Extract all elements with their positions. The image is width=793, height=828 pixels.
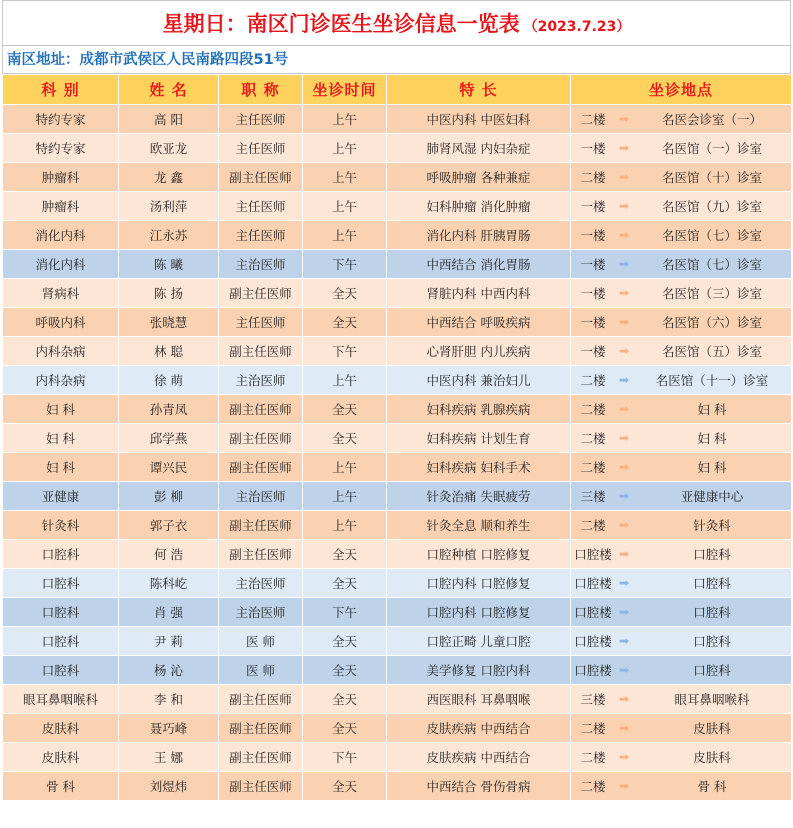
cell-rank: 主治医师 [219,569,303,598]
table-row [3,221,792,250]
cell-dept: 呼吸内科 [3,308,119,337]
arrow-right-icon: ➡ [618,199,630,213]
cell-time: 上午 [303,105,387,134]
arrow-right-icon: ➡ [618,460,630,474]
cell-dept: 肿瘤科 [3,163,119,192]
cell-time: 下午 [303,250,387,279]
cell-rank: 主治医师 [219,250,303,279]
location-room: 名医馆（七）诊室 [661,257,762,272]
cell-dept: 内科杂病 [3,337,119,366]
cell-dept: 肿瘤科 [3,192,119,221]
cell-time: 全天 [303,540,387,569]
cell-dept: 皮肤科 [3,714,119,743]
arrow-right-icon: ➡ [618,141,630,155]
cell-name: 陈 扬 [119,279,219,308]
location-room: 名医馆（五）诊室 [661,344,762,359]
arrow-right-icon: ➡ [618,634,630,648]
cell-time: 上午 [303,192,387,221]
cell-time: 上午 [303,453,387,482]
cell-name: 汤利萍 [119,192,219,221]
location-room: 名医馆（三）诊室 [661,286,762,301]
location-room: 皮肤科 [693,750,731,765]
location-floor: 二楼 [580,431,606,446]
location-floor: 二楼 [580,518,606,533]
location-room: 口腔科 [693,576,731,591]
table-row [3,482,792,511]
cell-dept: 针灸科 [3,511,119,540]
arrow-right-icon: ➡ [618,257,630,271]
table-row [3,395,792,424]
cell-specialty: 口腔正畸 儿童口腔 [387,627,571,656]
cell-location [571,569,792,598]
arrow-right-icon: ➡ [618,721,630,735]
cell-name: 邱学燕 [119,424,219,453]
cell-time: 全天 [303,569,387,598]
cell-rank: 主治医师 [219,482,303,511]
cell-name: 郭子衣 [119,511,219,540]
cell-rank: 主任医师 [219,134,303,163]
location-floor: 二楼 [580,750,606,765]
cell-rank: 副主任医师 [219,395,303,424]
cell-dept: 消化内科 [3,250,119,279]
location-room: 亚健康中心 [680,489,744,504]
table-row [3,743,792,772]
table-body [3,105,792,801]
cell-rank: 主治医师 [219,598,303,627]
table-row [3,540,792,569]
cell-name: 谭兴民 [119,453,219,482]
location-floor: 口腔楼 [574,663,612,678]
location-floor: 一楼 [580,344,606,359]
arrow-right-icon: ➡ [618,228,630,242]
cell-rank: 副主任医师 [219,511,303,540]
location-room: 骨 科 [697,779,727,794]
cell-dept: 消化内科 [3,221,119,250]
table-row [3,163,792,192]
location-floor: 一楼 [580,286,606,301]
location-room: 名医馆（六）诊室 [661,315,762,330]
location-floor: 一楼 [580,257,606,272]
arrow-right-icon: ➡ [618,402,630,416]
cell-time: 上午 [303,482,387,511]
cell-name: 林 聪 [119,337,219,366]
cell-time: 全天 [303,424,387,453]
cell-specialty: 心肾肝胆 内儿疾病 [387,337,571,366]
cell-rank: 副主任医师 [219,279,303,308]
cell-location [571,395,792,424]
cell-specialty: 呼吸肿瘤 各种兼症 [387,163,571,192]
cell-name: 肖 强 [119,598,219,627]
cell-rank: 医 师 [219,627,303,656]
cell-specialty: 肺肾风湿 内妇杂症 [387,134,571,163]
location-room: 针灸科 [693,518,731,533]
table-row [3,337,792,366]
cell-dept: 骨 科 [3,772,119,801]
header-dept: 科 别 [3,75,119,105]
arrow-right-icon: ➡ [618,112,630,126]
arrow-right-icon: ➡ [618,692,630,706]
header-time: 坐诊时间 [303,75,387,105]
cell-dept: 妇 科 [3,395,119,424]
location-room: 口腔科 [693,547,731,562]
header-location: 坐诊地点 [571,75,792,105]
table-row [3,279,792,308]
location-floor: 二楼 [580,170,606,185]
table-row [3,308,792,337]
arrow-right-icon: ➡ [618,286,630,300]
location-room: 妇 科 [697,431,727,446]
cell-location [571,337,792,366]
table-row [3,105,792,134]
location-floor: 一楼 [580,141,606,156]
table-row [3,685,792,714]
cell-location [571,743,792,772]
cell-name: 刘煜炜 [119,772,219,801]
cell-location [571,656,792,685]
schedule-sheet [2,0,791,801]
cell-specialty: 妇科疾病 乳腺疾病 [387,395,571,424]
cell-dept: 特约专家 [3,134,119,163]
arrow-right-icon: ➡ [618,489,630,503]
cell-time: 上午 [303,366,387,395]
cell-location [571,772,792,801]
location-room: 名医馆（九）诊室 [661,199,762,214]
location-room: 名医馆（一）诊室 [661,141,762,156]
arrow-right-icon: ➡ [618,170,630,184]
cell-name: 王 娜 [119,743,219,772]
location-room: 妇 科 [697,460,727,475]
location-floor: 二楼 [580,721,606,736]
cell-name: 江永苏 [119,221,219,250]
location-floor: 口腔楼 [574,605,612,620]
table-row [3,192,792,221]
table-row [3,772,792,801]
cell-specialty: 口腔内科 口腔修复 [387,569,571,598]
cell-location [571,511,792,540]
page-title [2,0,791,46]
cell-location [571,627,792,656]
table-row [3,598,792,627]
header-row [3,75,792,105]
cell-location [571,250,792,279]
cell-location [571,308,792,337]
arrow-right-icon: ➡ [618,605,630,619]
location-room: 名医馆（十一）诊室 [655,373,769,388]
location-room: 妇 科 [697,402,727,417]
cell-specialty: 中医内科 中医妇科 [387,105,571,134]
cell-dept: 眼耳鼻咽喉科 [3,685,119,714]
cell-name: 高 阳 [119,105,219,134]
cell-rank: 副主任医师 [219,453,303,482]
cell-location [571,192,792,221]
cell-specialty: 针灸全息 顺和养生 [387,511,571,540]
cell-time: 全天 [303,308,387,337]
cell-rank: 主任医师 [219,308,303,337]
header-rank: 职 称 [219,75,303,105]
cell-specialty: 中西结合 消化胃肠 [387,250,571,279]
cell-rank: 主治医师 [219,366,303,395]
cell-name: 陈 曦 [119,250,219,279]
cell-rank: 医 师 [219,656,303,685]
title-date: （2023.7.23） [523,19,631,35]
cell-location [571,279,792,308]
cell-specialty: 妇科疾病 计划生育 [387,424,571,453]
location-floor: 一楼 [580,199,606,214]
cell-time: 上午 [303,134,387,163]
table-row [3,627,792,656]
table-row [3,134,792,163]
cell-location [571,685,792,714]
arrow-right-icon: ➡ [618,344,630,358]
cell-specialty: 消化内科 肝胰胃肠 [387,221,571,250]
cell-specialty: 中西结合 呼吸疾病 [387,308,571,337]
arrow-right-icon: ➡ [618,779,630,793]
location-floor: 三楼 [580,489,606,504]
cell-name: 聂巧峰 [119,714,219,743]
cell-specialty: 皮肤疾病 中西结合 [387,714,571,743]
cell-time: 全天 [303,395,387,424]
location-floor: 一楼 [580,228,606,243]
cell-dept: 亚健康 [3,482,119,511]
cell-name: 孙青凤 [119,395,219,424]
cell-name: 杨 沁 [119,656,219,685]
location-room: 名医馆（十）诊室 [661,170,762,185]
location-room: 眼耳鼻咽喉科 [674,692,750,707]
arrow-right-icon: ➡ [618,663,630,677]
cell-name: 李 和 [119,685,219,714]
cell-dept: 口腔科 [3,598,119,627]
cell-time: 上午 [303,511,387,540]
cell-specialty: 妇科疾病 妇科手术 [387,453,571,482]
cell-name: 陈科屹 [119,569,219,598]
table-row [3,569,792,598]
table-row [3,250,792,279]
location-room: 皮肤科 [693,721,731,736]
location-floor: 二楼 [580,112,606,127]
cell-time: 上午 [303,163,387,192]
cell-time: 上午 [303,221,387,250]
cell-name: 欧亚龙 [119,134,219,163]
cell-dept: 口腔科 [3,656,119,685]
cell-rank: 副主任医师 [219,772,303,801]
table-row [3,511,792,540]
cell-name: 张晓慧 [119,308,219,337]
cell-time: 下午 [303,743,387,772]
arrow-right-icon: ➡ [618,518,630,532]
cell-time: 全天 [303,772,387,801]
cell-location [571,221,792,250]
cell-rank: 副主任医师 [219,685,303,714]
cell-rank: 副主任医师 [219,337,303,366]
table-row [3,656,792,685]
cell-name: 何 浩 [119,540,219,569]
header-specialty: 特 长 [387,75,571,105]
cell-time: 全天 [303,627,387,656]
cell-location [571,163,792,192]
location-floor: 二楼 [580,779,606,794]
cell-location [571,424,792,453]
location-floor: 口腔楼 [574,634,612,649]
cell-specialty: 妇科肿瘤 消化肿瘤 [387,192,571,221]
cell-specialty: 口腔内科 口腔修复 [387,598,571,627]
cell-rank: 副主任医师 [219,424,303,453]
arrow-right-icon: ➡ [618,315,630,329]
cell-name: 龙 鑫 [119,163,219,192]
cell-location [571,366,792,395]
cell-rank: 副主任医师 [219,540,303,569]
cell-location [571,540,792,569]
cell-time: 全天 [303,685,387,714]
cell-location [571,453,792,482]
cell-specialty: 皮肤疾病 中西结合 [387,743,571,772]
cell-time: 下午 [303,337,387,366]
title-text: 星期日：南区门诊医生坐诊信息一览表 [162,12,520,36]
table-row [3,453,792,482]
cell-time: 全天 [303,656,387,685]
arrow-right-icon: ➡ [618,576,630,590]
cell-specialty: 口腔种植 口腔修复 [387,540,571,569]
location-floor: 口腔楼 [574,576,612,591]
location-room: 口腔科 [693,605,731,620]
cell-specialty: 中医内科 兼治妇儿 [387,366,571,395]
cell-dept: 肾病科 [3,279,119,308]
table-row [3,714,792,743]
cell-name: 徐 萌 [119,366,219,395]
cell-time: 全天 [303,279,387,308]
schedule-table [2,74,792,801]
location-floor: 二楼 [580,460,606,475]
location-floor: 二楼 [580,373,606,388]
address-line: 南区地址：成都市武侯区人民南路四段51号 [2,46,791,74]
cell-name: 尹 莉 [119,627,219,656]
cell-location [571,105,792,134]
cell-time: 下午 [303,598,387,627]
cell-location [571,482,792,511]
location-room: 口腔科 [693,663,731,678]
cell-dept: 内科杂病 [3,366,119,395]
cell-specialty: 针灸治痛 失眠疲劳 [387,482,571,511]
cell-rank: 副主任医师 [219,163,303,192]
table-row [3,366,792,395]
cell-rank: 副主任医师 [219,714,303,743]
location-room: 口腔科 [693,634,731,649]
arrow-right-icon: ➡ [618,547,630,561]
cell-rank: 主任医师 [219,105,303,134]
header-name: 姓 名 [119,75,219,105]
table-row [3,424,792,453]
cell-dept: 口腔科 [3,627,119,656]
cell-rank: 主任医师 [219,192,303,221]
cell-time: 全天 [303,714,387,743]
cell-dept: 妇 科 [3,424,119,453]
location-room: 名医馆（七）诊室 [661,228,762,243]
cell-dept: 口腔科 [3,569,119,598]
cell-dept: 口腔科 [3,540,119,569]
cell-specialty: 美学修复 口腔内科 [387,656,571,685]
cell-specialty: 西医眼科 耳鼻咽喉 [387,685,571,714]
cell-location [571,598,792,627]
arrow-right-icon: ➡ [618,373,630,387]
arrow-right-icon: ➡ [618,431,630,445]
cell-specialty: 中西结合 骨伤骨病 [387,772,571,801]
location-floor: 口腔楼 [574,547,612,562]
arrow-right-icon: ➡ [618,750,630,764]
location-room: 名医会诊室（一） [661,112,762,127]
cell-location [571,714,792,743]
location-floor: 二楼 [580,402,606,417]
cell-dept: 皮肤科 [3,743,119,772]
location-floor: 三楼 [580,692,606,707]
location-floor: 一楼 [580,315,606,330]
cell-location [571,134,792,163]
cell-dept: 妇 科 [3,453,119,482]
cell-specialty: 肾脏内科 中西内科 [387,279,571,308]
cell-rank: 主任医师 [219,221,303,250]
cell-dept: 特约专家 [3,105,119,134]
cell-name: 彭 柳 [119,482,219,511]
cell-rank: 副主任医师 [219,743,303,772]
